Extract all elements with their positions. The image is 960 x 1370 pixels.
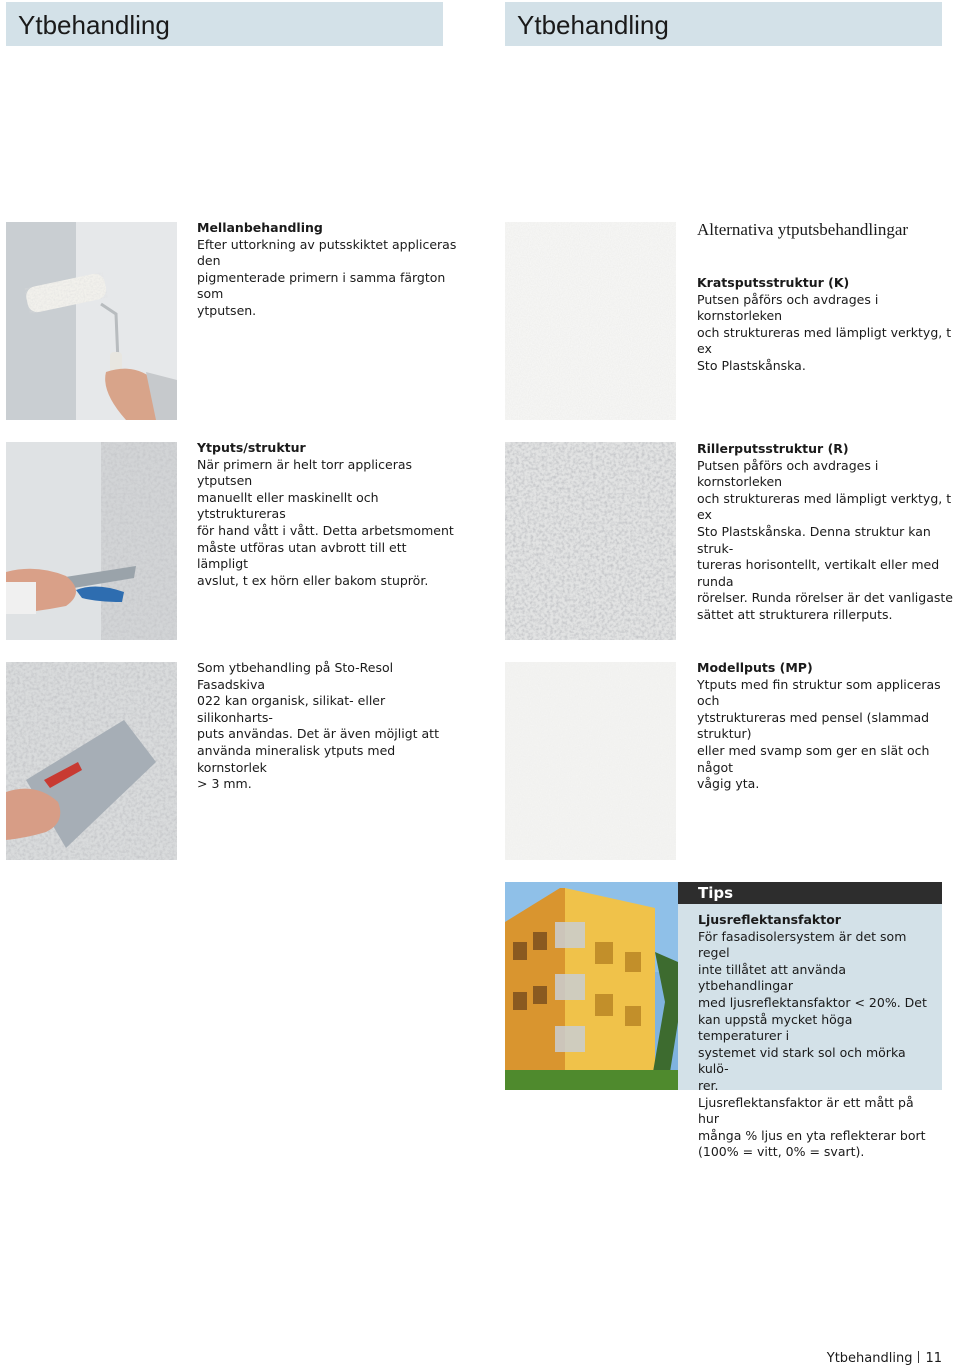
tips-label: Tips [678, 882, 942, 904]
photo-texture-kratsputs [505, 222, 676, 420]
text-line: använda mineralisk ytputs med kornstorlek [197, 742, 396, 775]
text-line: För fasadisolersystem är det som regel [698, 928, 907, 961]
heading-modellputs: Modellputs (MP) [697, 660, 813, 675]
text-line: Sto Plastskånska. Denna struktur kan struk- [697, 523, 931, 556]
section-ytputs-struktur [197, 440, 457, 589]
text-line: systemet vid stark sol och mörka kulö- [698, 1044, 906, 1077]
heading-ytputs-struktur: Ytputs/struktur [197, 440, 306, 455]
text-line: rörelser. Runda rörelser är det vanligaste [697, 590, 953, 606]
text-line: Putsen påförs och avdrages i kornstorleken [697, 291, 879, 324]
section-kratsputsstruktur [697, 275, 959, 375]
footer-divider [918, 1351, 919, 1363]
text-line: 022 kan organisk, silikat- eller silikonharts- [197, 693, 386, 725]
section-rillerputsstruktur [697, 441, 959, 624]
section-modellputs [697, 660, 959, 793]
photo-texture-modellputs [505, 662, 676, 860]
text-line: sättet att strukturera rillerputs. [697, 606, 893, 622]
photo-trowel-applying [6, 442, 177, 640]
text-line: eller med svamp som ger en slät och något [697, 742, 930, 775]
text-line: ytputsen. [197, 302, 257, 318]
text-line: och struktureras med lämpligt verktyg, t ex [697, 490, 952, 523]
text-line: med ljusreflektansfaktor < 20%. Det [698, 994, 927, 1010]
page-title-right: Ytbehandling [517, 10, 669, 40]
section-sto-resol [197, 660, 457, 793]
page-number: 11 [925, 1351, 942, 1366]
text-line: och struktureras med lämpligt verktyg, t ex [697, 324, 952, 357]
section-title-alternativa: Alternativa ytputsbehandlingar [697, 220, 909, 239]
heading-kratsputsstruktur: Kratsputsstruktur (K) [697, 275, 850, 290]
photo-texture-rillerputs [505, 442, 676, 640]
tips-content [698, 912, 938, 1161]
text-line: rer. [698, 1077, 719, 1093]
text-line: vågig yta. [697, 776, 760, 792]
text-line: många % ljus en yta reflekterar bort [698, 1127, 926, 1143]
text-line: manuellt eller maskinellt och ytstruktureras [197, 489, 379, 522]
text-line: Som ytbehandling på Sto-Resol Fasadskiva [197, 660, 394, 692]
text-line: för hand vått i vått. Detta arbetsmoment [197, 522, 454, 538]
text-line: inte tillåtet att använda ytbehandlingar [698, 961, 846, 994]
heading-ljusreflektansfaktor: Ljusreflektansfaktor [698, 912, 841, 927]
text-line: Putsen påförs och avdrages i kornstorleken [697, 457, 879, 490]
text-line: Efter uttorkning av putsskiktet appliceras den [197, 236, 457, 269]
text-line: Ytputs med fin struktur som appliceras och [697, 676, 941, 709]
heading-rillerputsstruktur: Rillerputsstruktur (R) [697, 441, 849, 456]
photo-primer-roller [6, 222, 177, 420]
text-line: tureras horisontellt, vertikalt eller med runda [697, 557, 940, 589]
header-band-right [505, 2, 942, 46]
footer-section: Ytbehandling [826, 1351, 913, 1366]
heading-mellanbehandling: Mellanbehandling [197, 220, 323, 235]
text-line: Sto Plastskånska. [697, 357, 806, 373]
section-mellanbehandling [197, 220, 457, 320]
photo-building [505, 882, 678, 1090]
text-line: puts användas. Det är även möjligt att [197, 726, 439, 742]
text-line: kan uppstå mycket höga temperaturer i [698, 1011, 853, 1044]
photo-trowel-texture [6, 662, 177, 860]
text-line: > 3 mm. [197, 776, 252, 792]
text-line: måste utföras utan avbrott till ett lämpligt [197, 539, 407, 572]
text-line: Ljusreflektansfaktor är ett mått på hur [698, 1094, 914, 1127]
text-line: (100% = vitt, 0% = svart). [698, 1144, 865, 1160]
text-line: När primern är helt torr appliceras ytputsen [197, 456, 413, 489]
text-line: pigmenterade primern i samma färgton som [197, 269, 446, 302]
text-line: ytstruktureras med pensel (slammad struktur) [697, 709, 930, 742]
header-band-left [6, 2, 443, 46]
text-line: avslut, t ex hörn eller bakom stuprör. [197, 572, 429, 588]
page-title-left: Ytbehandling [18, 10, 170, 40]
page-footer [827, 1351, 942, 1366]
